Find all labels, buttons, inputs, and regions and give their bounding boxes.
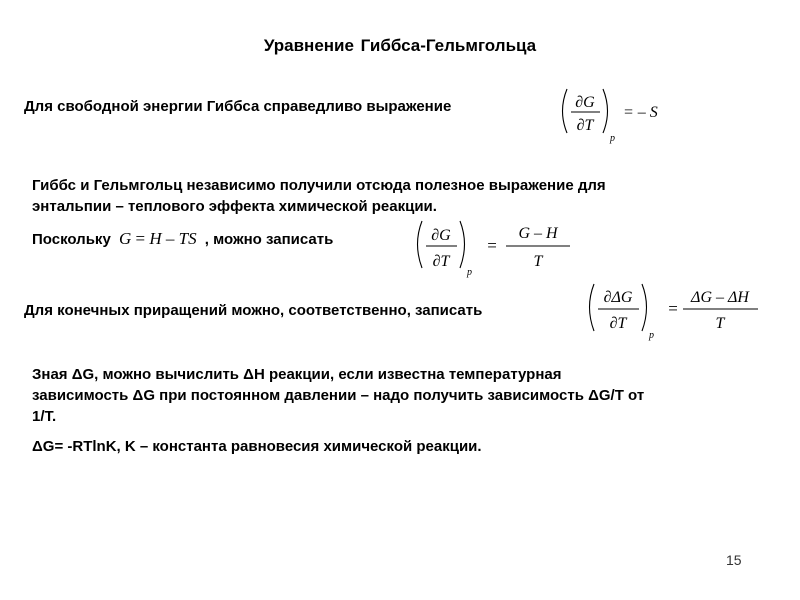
f2-numerator: ∂G [431, 227, 451, 244]
since-prefix: Поскольку [32, 231, 111, 248]
f1-numerator: ∂G [575, 94, 595, 111]
f2-denominator: ∂T [432, 253, 450, 270]
paragraph-knowing-dG-line2: зависимость ΔG при постоянном давлении – надо получить зависимость ΔG/T от [32, 387, 645, 404]
f2-equals: = [487, 236, 497, 255]
paragraph-gibbs-helmholtz-line1: Гиббс и Гельмгольц независимо получили отсюда полезное выражение для [32, 177, 606, 194]
formula-dG-dT-equals-G-minus-H-over-T [408, 218, 588, 278]
f2-rhs-numerator: G – H [518, 225, 558, 242]
inline-formula-G-H-TS: G = H – TS [118, 229, 197, 248]
gibbs-expression-text: Для свободной энергии Гиббса справедливо выражение [24, 98, 452, 115]
f3-numerator: ∂ΔG [603, 289, 633, 306]
f2-subscript-p: p [467, 267, 472, 278]
page-number: 15 [726, 552, 742, 568]
f3-subscript-p: p [649, 330, 654, 341]
f1-subscript-p: p [610, 133, 615, 144]
since-suffix: , можно записать [204, 231, 334, 248]
f3-rhs-denominator: T [715, 315, 725, 332]
paragraph-knowing-dG-line3: 1/T. [32, 408, 57, 425]
formula-dG-dT-equals-minus-S [555, 85, 685, 147]
f1-rhs: = – S [623, 104, 658, 121]
f3-denominator: ∂T [609, 315, 627, 332]
f3-rhs-numerator: ΔG – ΔH [691, 289, 749, 306]
paragraph-knowing-dG-line1: Зная ΔG, можно вычислить ΔH реакции, если известна температурная [32, 366, 562, 383]
f3-equals: = [668, 299, 678, 318]
paragraph-gibbs-helmholtz-line2: энтальпии – теплового эффекта химической реакции. [32, 198, 437, 215]
since-line [32, 228, 333, 250]
finite-increments-text: Для конечных приращений можно, соответственно, записать [24, 302, 483, 319]
equilibrium-constant-line: ΔG= -RTlnK, K – константа равновесия химической реакции. [32, 438, 482, 455]
slide-title: Уравнение Гиббса-Гельмгольца [263, 36, 537, 55]
f1-denominator: ∂T [576, 117, 594, 134]
f2-rhs-denominator: T [533, 253, 543, 270]
formula-dDeltaG-dT-equals-DeltaG-minus-DeltaH-over-T [580, 280, 780, 342]
